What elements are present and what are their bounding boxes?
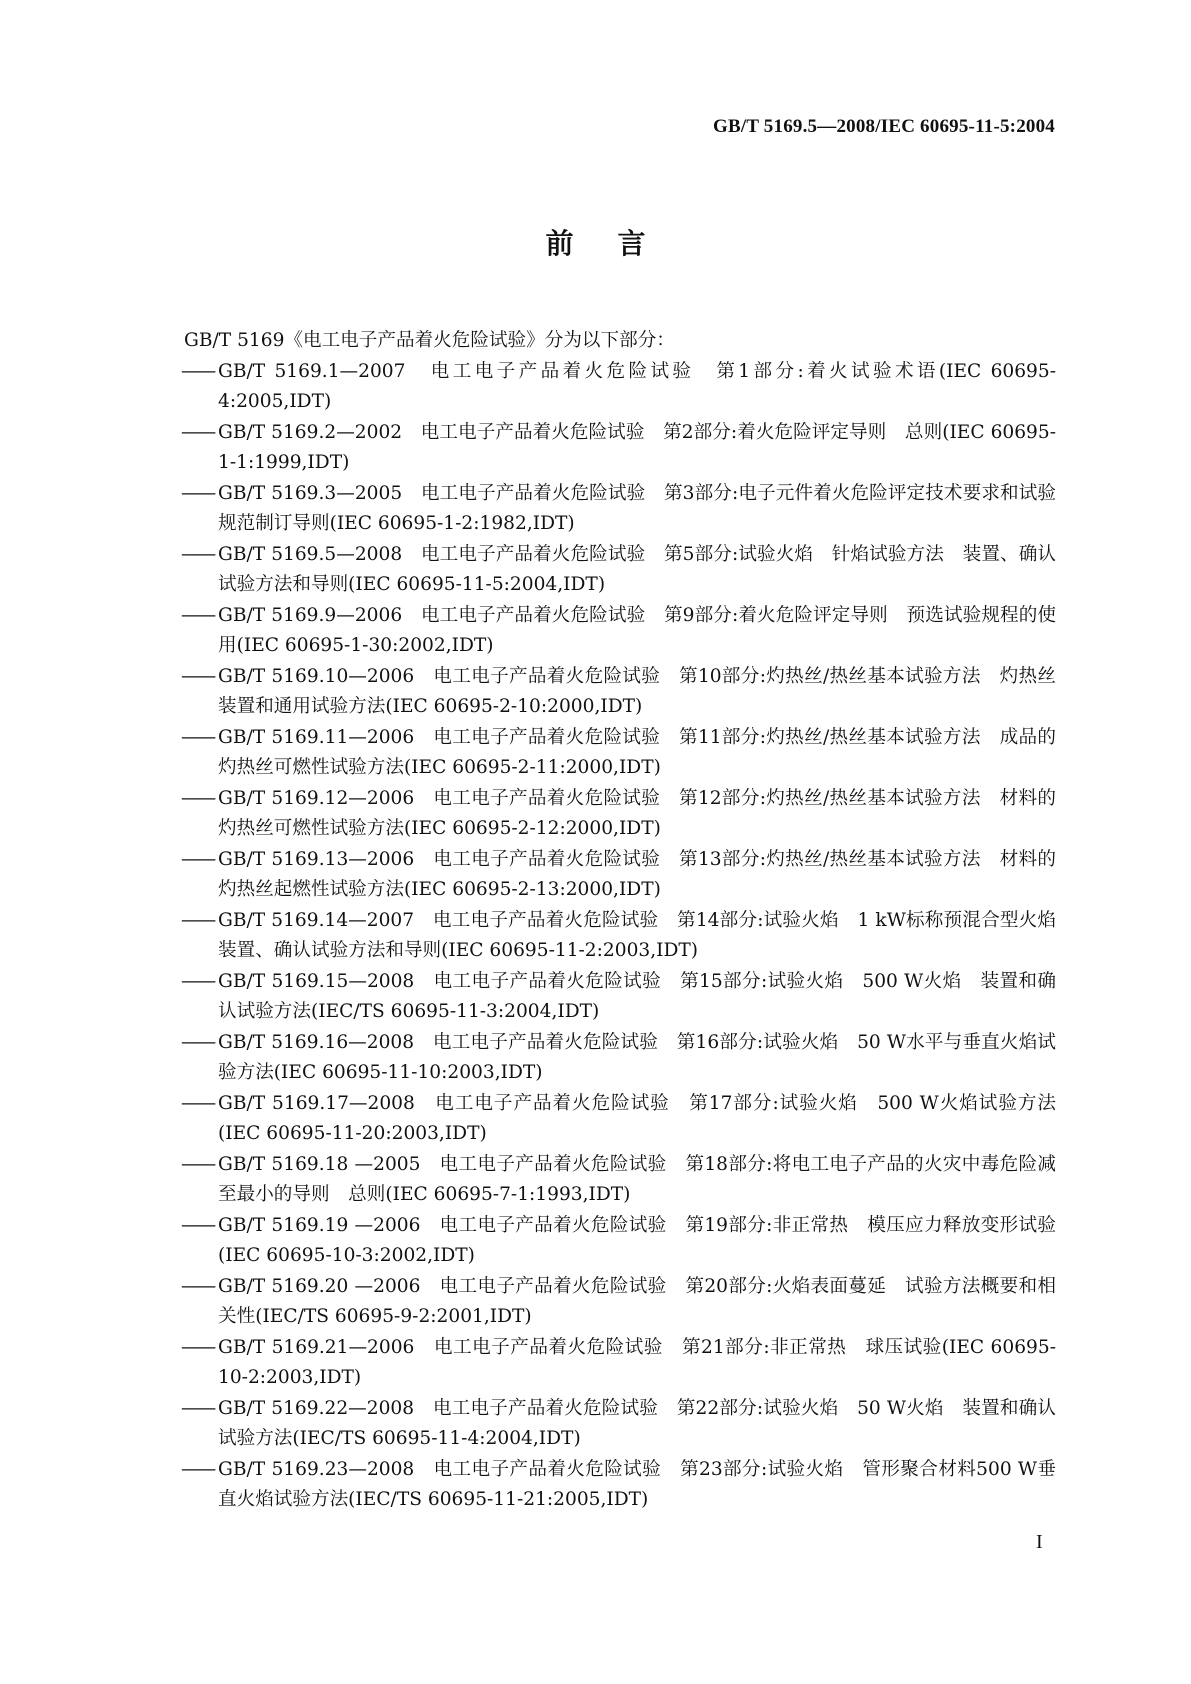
standards-list [181, 357, 1075, 1516]
list-item-text: GB/T 5169.2—2002 电工电子产品着火危险试验 第2部分:着火危险评定导则 总则(IEC 60695-1-1:1999,IDT) [218, 421, 1056, 473]
document-body [181, 326, 1075, 1516]
list-item-text: GB/T 5169.22—2008 电工电子产品着火危险试验 第22部分:试验火焰 50 W火焰 装置和确认试验方法(IEC/TS 60695-11-4:2004,IDT) [218, 1397, 1056, 1449]
list-item [181, 662, 1056, 723]
intro-paragraph: GB/T 5169《电工电子产品着火危险试验》分为以下部分： [184, 330, 675, 351]
list-dash: —— [181, 604, 215, 626]
list-item-text: GB/T 5169.17—2008 电工电子产品着火危险试验 第17部分:试验火焰 500 W火焰试验方法(IEC 60695-11-20:2003,IDT) [218, 1092, 1056, 1144]
list-item [181, 906, 1075, 967]
list-item-text: GB/T 5169.15—2008 电工电子产品着火危险试验 第15部分:试验火焰 500 W火焰 装置和确认试验方法(IEC/TS 60695-11-3:2004,IDT) [218, 970, 1056, 1022]
list-item-text: GB/T 5169.23—2008 电工电子产品着火危险试验 第23部分:试验火焰 管形聚合材料500 W垂直火焰试验方法(IEC/TS 60695-11-21:2005,IDT) [218, 1458, 1056, 1510]
list-item-text: GB/T 5169.11—2006 电工电子产品着火危险试验 第11部分:灼热丝/热丝基本试验方法 成品的灼热丝可燃性试验方法(IEC 60695-2-11:2000,IDT) [218, 726, 1056, 778]
list-item [181, 1394, 1056, 1455]
list-item [181, 1455, 1056, 1516]
list-item-text: GB/T 5169.18 —2005 电工电子产品着火危险试验 第18部分:将电工电子产品的火灾中毒危险减至最小的导则 总则(IEC 60695-7-1:1993,IDT) [218, 1153, 1056, 1205]
list-dash: —— [181, 970, 215, 992]
list-dash: —— [181, 421, 215, 443]
list-item-text: GB/T 5169.16—2008 电工电子产品着火危险试验 第16部分:试验火焰 50 W水平与垂直火焰试验方法(IEC 60695-11-10:2003,IDT) [218, 1031, 1056, 1083]
list-item [181, 418, 1056, 479]
list-dash: —— [181, 665, 215, 687]
list-item [181, 1028, 1056, 1089]
list-item [181, 1089, 1056, 1150]
list-dash: —— [181, 1031, 215, 1053]
list-item-text: GB/T 5169.20 —2006 电工电子产品着火危险试验 第20部分:火焰表面蔓延 试验方法概要和相关性(IEC/TS 60695-9-2:2001,IDT) [218, 1275, 1056, 1327]
list-dash: —— [181, 482, 215, 504]
list-item-text: GB/T 5169.21—2006 电工电子产品着火危险试验 第21部分:非正常热 球压试验(IEC 60695-10-2:2003,IDT) [218, 1336, 1056, 1388]
list-dash: —— [181, 543, 215, 565]
list-item-text: GB/T 5169.14—2007 电工电子产品着火危险试验 第14部分:试验火焰 1 kW标称预混合型火焰 装置、确认试验方法和导则(IEC 60695-11-2:2003,IDT) [218, 909, 1075, 961]
list-dash: —— [181, 1275, 215, 1297]
list-item [181, 601, 1056, 662]
page-title: 前言 [545, 227, 690, 260]
list-item [181, 1211, 1056, 1272]
list-item [181, 540, 1056, 601]
list-item-text: GB/T 5169.5—2008 电工电子产品着火危险试验 第5部分:试验火焰 针焰试验方法 装置、确认试验方法和导则(IEC 60695-11-5:2004,IDT) [218, 543, 1056, 595]
list-item [181, 784, 1056, 845]
list-dash: —— [181, 726, 215, 748]
list-item [181, 1150, 1056, 1211]
list-dash: —— [181, 360, 215, 382]
list-item-text: GB/T 5169.12—2006 电工电子产品着火危险试验 第12部分:灼热丝/热丝基本试验方法 材料的灼热丝可燃性试验方法(IEC 60695-2-12:2000,IDT) [218, 787, 1056, 839]
list-item [181, 1333, 1056, 1394]
list-item-text: GB/T 5169.9—2006 电工电子产品着火危险试验 第9部分:着火危险评定导则 预选试验规程的使用(IEC 60695-1-30:2002,IDT) [218, 604, 1056, 656]
list-dash: —— [181, 1214, 215, 1236]
list-dash: —— [181, 1458, 215, 1480]
list-dash: —— [181, 787, 215, 809]
list-item [181, 479, 1056, 540]
standard-code-header: GB/T 5169.5—2008/IEC 60695-11-5:2004 [712, 116, 1055, 137]
list-item-text: GB/T 5169.1—2007 电工电子产品着火危险试验 第1部分:着火试验术语(IEC 60695-4:2005,IDT) [218, 360, 1056, 412]
list-dash: —— [181, 1336, 215, 1358]
list-item [181, 357, 1056, 418]
list-item-text: GB/T 5169.13—2006 电工电子产品着火危险试验 第13部分:灼热丝/热丝基本试验方法 材料的灼热丝起燃性试验方法(IEC 60695-2-13:2000,IDT) [218, 848, 1056, 900]
list-item-text: GB/T 5169.10—2006 电工电子产品着火危险试验 第10部分:灼热丝/热丝基本试验方法 灼热丝装置和通用试验方法(IEC 60695-2-10:2000,IDT) [218, 665, 1056, 717]
list-item-text: GB/T 5169.19 —2006 电工电子产品着火危险试验 第19部分:非正常热 模压应力释放变形试验(IEC 60695-10-3:2002,IDT) [218, 1214, 1056, 1266]
list-dash: —— [181, 1153, 215, 1175]
page-number: I [1036, 1531, 1043, 1553]
list-dash: —— [181, 909, 215, 931]
list-dash: —— [181, 1092, 215, 1114]
list-item [181, 967, 1056, 1028]
list-dash: —— [181, 848, 215, 870]
list-item-text: GB/T 5169.3—2005 电工电子产品着火危险试验 第3部分:电子元件着火危险评定技术要求和试验规范制订导则(IEC 60695-1-2:1982,IDT) [218, 482, 1056, 534]
list-item [181, 723, 1056, 784]
list-dash: —— [181, 1397, 215, 1419]
list-item [181, 1272, 1056, 1333]
list-item [181, 845, 1056, 906]
